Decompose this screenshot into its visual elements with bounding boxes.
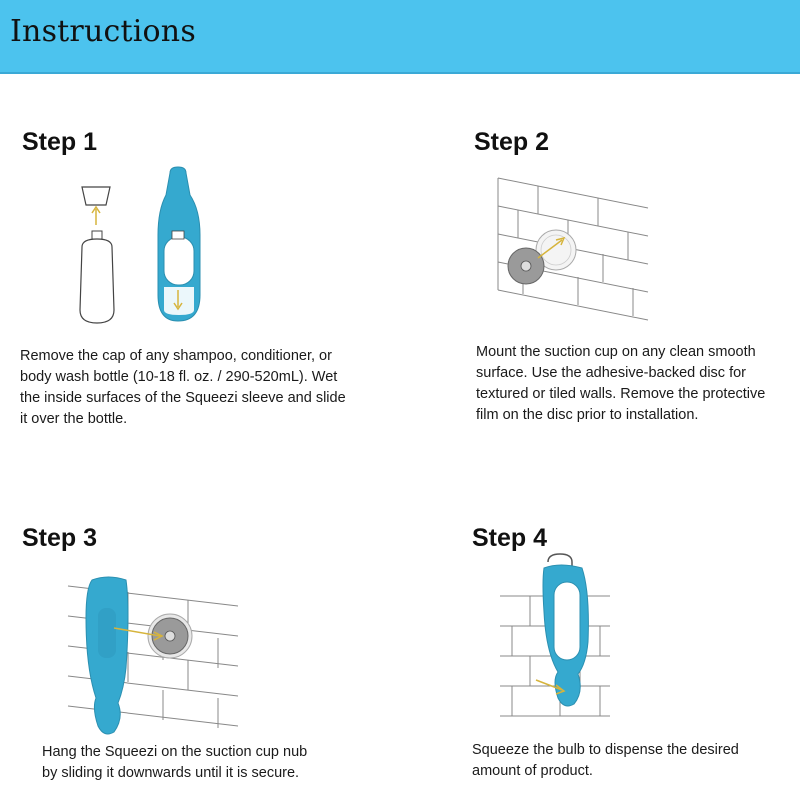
squeezi-sleeve-icon [543, 554, 588, 706]
bottle-cap-icon [82, 187, 110, 205]
step-2-line: film on the disc prior to installation. [476, 407, 699, 423]
page-title: Instructions [10, 14, 196, 49]
step-2-line: textured or tiled walls. Remove the protective [476, 386, 766, 402]
step-1-description [20, 346, 365, 430]
step-1-line: the inside surfaces of the Squeezi sleeve and slide [20, 390, 346, 406]
step-1-title: Step 1 [22, 128, 98, 156]
step-2-line: surface. Use the adhesive-backed disc for [476, 365, 746, 381]
step-3-description [42, 742, 362, 784]
step-2-line: Mount the suction cup on any clean smooth [476, 344, 756, 360]
step-1-line: it over the bottle. [20, 411, 128, 427]
step-4-line: Squeeze the bulb to dispense the desired [472, 742, 739, 758]
suction-cup-icon [148, 614, 192, 658]
step-1-line: Remove the cap of any shampoo, conditioner, or [20, 348, 332, 364]
step-4-title: Step 4 [472, 524, 548, 552]
step-1-illustration [70, 165, 230, 330]
step-4-description [472, 740, 787, 782]
step-4-illustration [500, 552, 610, 722]
step-1-line: body wash bottle (10-18 fl. oz. / 290-520mL). Wet [20, 369, 338, 385]
step-3-line: by sliding it downwards until it is secure. [42, 765, 300, 781]
step-2-title: Step 2 [474, 128, 550, 156]
step-4-line: amount of product. [472, 763, 593, 779]
header-banner [0, 0, 800, 74]
squeezi-sleeve-icon [158, 167, 200, 321]
step-3-title: Step 3 [22, 524, 98, 552]
step-3-illustration [68, 578, 243, 738]
suction-cup-icon [508, 248, 544, 284]
step-2-illustration [498, 178, 658, 328]
shampoo-bottle-icon [80, 231, 114, 323]
step-2-description [476, 342, 791, 426]
step-3-line: Hang the Squeezi on the suction cup nub [42, 744, 308, 760]
squeezi-sleeve-icon [86, 577, 128, 734]
